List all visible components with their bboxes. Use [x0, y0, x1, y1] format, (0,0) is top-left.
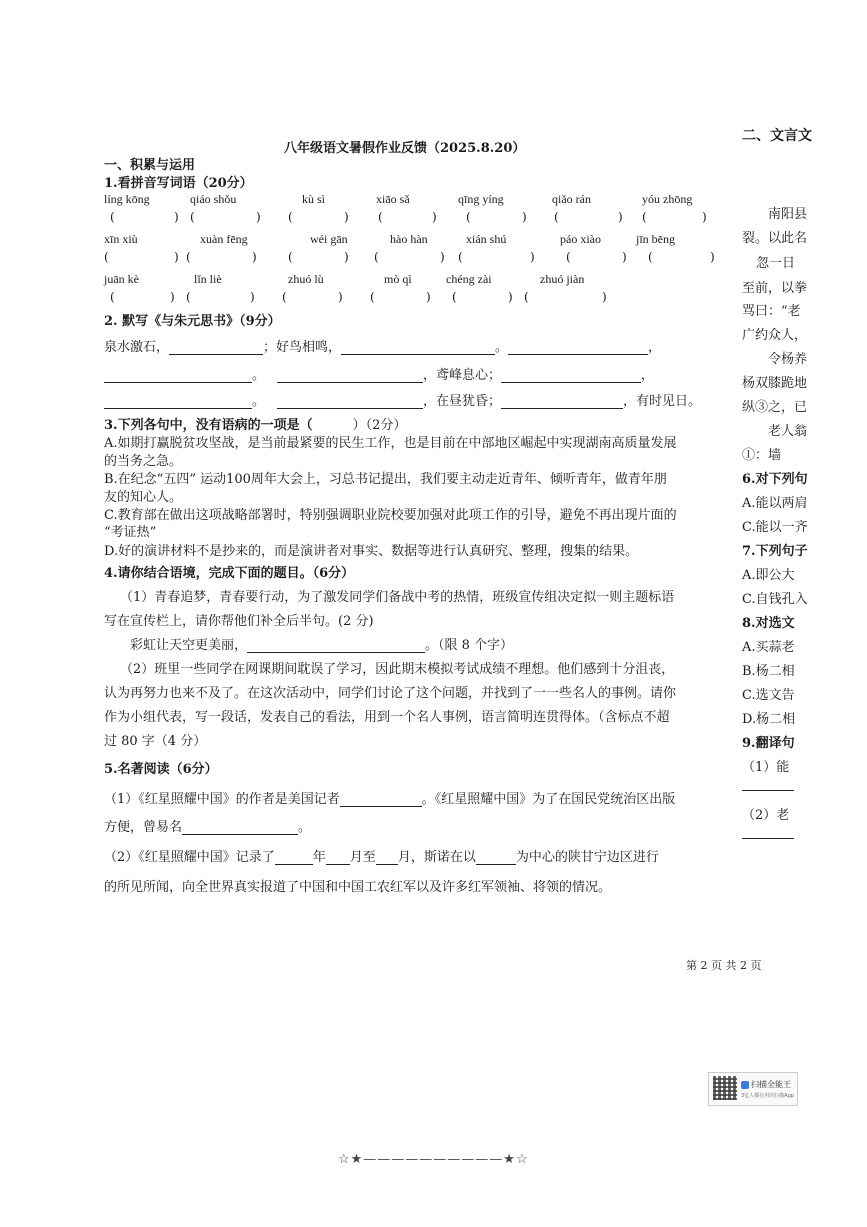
dictation-text: ， — [641, 368, 655, 383]
pinyin: mò qì — [384, 272, 412, 286]
right-column-line: ①：墙 — [742, 448, 782, 463]
pinyin: zhuó jiàn — [540, 272, 585, 286]
dictation-text: ；好鸟相鸣， — [263, 340, 342, 355]
answer-blank[interactable]: ( — [466, 210, 471, 224]
right-column-line: A.即公大 — [742, 568, 795, 583]
pinyin: qiáo shǒu — [190, 192, 237, 206]
pinyin: wéi gān — [310, 232, 348, 246]
answer-blank[interactable]: ) — [508, 290, 513, 304]
pinyin: qīng yíng — [458, 192, 504, 206]
pinyin: yóu zhōng — [642, 192, 693, 206]
answer-blank[interactable]: ( — [554, 210, 559, 224]
pinyin: páo xiào — [560, 232, 601, 246]
answer-blank[interactable]: ( — [648, 250, 653, 264]
right-column-line: （1）能 — [742, 760, 790, 775]
pinyin: qiǎo rán — [552, 192, 591, 206]
dictation-text: 。 — [252, 394, 266, 409]
answer-blank[interactable]: ) — [344, 250, 349, 264]
option-b-cont: 友的知心人。 — [104, 490, 183, 505]
answer-line[interactable] — [742, 790, 794, 791]
answer-blank[interactable]: ) — [602, 290, 607, 304]
answer-line[interactable] — [376, 852, 398, 865]
pinyin: xīn xiù — [104, 232, 138, 246]
section-heading: 一、积累与运用 — [104, 158, 196, 173]
scanner-badge — [708, 1072, 798, 1106]
dictation-text: ，有时见日。 — [623, 394, 702, 409]
answer-blank[interactable]: ) — [252, 250, 257, 264]
right-column-line: D.杨二相 — [742, 712, 796, 727]
question-1-heading: 1.看拼音写词语（20分） — [104, 176, 253, 191]
dictation-line-3 — [104, 390, 701, 409]
q4-paragraph: 作为小组代表，写一段话，发表自己的看法，用到一个名人事例，语言简明连贯得体。（含标点不超 — [104, 710, 670, 725]
scanner-sub: 3亿人都在用的扫描App — [741, 1093, 794, 1099]
dictation-text: ， — [648, 340, 662, 355]
answer-line[interactable] — [341, 342, 495, 355]
page-number: 第 2 页 共 2 页 — [686, 959, 762, 972]
answer-line[interactable] — [476, 852, 516, 865]
dictation-text: 。 — [252, 368, 266, 383]
pinyin: zhuó lù — [288, 272, 324, 286]
pinyin: xiāo sǎ — [376, 192, 410, 206]
answer-blank[interactable]: ( — [110, 210, 115, 224]
answer-blank[interactable]: ) — [256, 210, 261, 224]
pinyin: jīn bēng — [636, 232, 675, 246]
answer-blank[interactable]: ) — [618, 210, 623, 224]
dictation-text: 泉水激石， — [104, 340, 170, 355]
answer-line[interactable] — [340, 794, 422, 807]
answer-blank[interactable]: ( — [190, 210, 195, 224]
answer-line[interactable] — [508, 342, 648, 355]
answer-line[interactable] — [742, 838, 794, 839]
option-c-cont: “考证热” — [104, 525, 157, 540]
right-column-line: C.自钱孔入 — [742, 592, 808, 607]
q5-line: 方便，曾易名 。 — [104, 820, 312, 835]
scanner-logo-icon — [741, 1081, 749, 1089]
answer-line[interactable] — [275, 852, 313, 865]
answer-blank[interactable]: ) — [530, 250, 535, 264]
answer-blank[interactable]: ) — [344, 210, 349, 224]
answer-blank[interactable]: ) — [440, 250, 445, 264]
answer-blank[interactable]: ( — [378, 210, 383, 224]
dictation-line-1 — [104, 336, 661, 355]
answer-blank[interactable]: ) — [250, 290, 255, 304]
answer-blank[interactable]: ) — [174, 210, 179, 224]
dictation-text: ，鸢峰息心； — [423, 368, 502, 383]
answer-line[interactable] — [326, 852, 350, 865]
right-column-line: 令杨养 — [768, 352, 808, 367]
q4-paragraph: 过 80 字（4 分） — [104, 734, 207, 749]
answer-blank[interactable]: ( — [642, 210, 647, 224]
answer-blank[interactable]: ) — [710, 250, 715, 264]
question-3-heading: 3.下列各句中，没有语病的一项是（ ）（2分） — [104, 418, 407, 433]
answer-blank[interactable]: ( — [186, 290, 191, 304]
answer-blank[interactable]: ( — [374, 250, 379, 264]
answer-blank[interactable]: ( — [458, 250, 463, 264]
q4-paragraph: （1）青春追梦，青春要行动，为了激发同学们备战中考的热情，班级宣传组决定拟一则主题标语 — [120, 590, 675, 605]
pinyin: lǐn liè — [194, 272, 222, 286]
option-c: C.教育部在做出这项战略部署时，特别强调职业院校要加强对此项工作的引导，避免不再出现片面的 — [104, 508, 677, 523]
right-column-line: C.能以一齐 — [742, 520, 808, 535]
right-column-line: 广约众人， — [742, 328, 808, 343]
answer-blank[interactable]: ( — [524, 290, 529, 304]
question-4-heading: 4.请你结合语境，完成下面的题目。（6分） — [104, 566, 355, 581]
right-column-line: 6.对下列句 — [742, 472, 808, 487]
right-column-line: 南阳县 — [768, 207, 808, 222]
question-2-heading: 2. 默写《与朱元思书》（9分） — [104, 314, 281, 329]
right-column-line: 杨双膝跪地 — [742, 376, 808, 391]
pinyin: chéng zài — [446, 272, 492, 286]
q4-paragraph: 写在宣传栏上，请你帮他们补全后半句。(2 分) — [104, 614, 374, 629]
q4-slogan-line: 彩虹让天空更美丽， 。（限 8 个字） — [130, 638, 514, 653]
right-column-line: 9.翻译句 — [742, 736, 795, 751]
answer-blank[interactable]: ) — [522, 210, 527, 224]
answer-blank[interactable]: ) — [426, 290, 431, 304]
answer-blank[interactable]: ) — [432, 210, 437, 224]
pinyin: líng kōng — [104, 192, 150, 206]
option-d: D.好的演讲材料不是抄来的，而是演讲者对事实、数据等进行认真研究、整理，搜集的结果。 — [104, 544, 639, 559]
answer-line[interactable] — [501, 370, 641, 383]
right-column-line: 忽一日 — [756, 256, 796, 271]
answer-line[interactable] — [104, 396, 252, 409]
answer-blank[interactable]: ( — [104, 250, 109, 264]
right-column-line: 老人翁 — [768, 424, 808, 439]
answer-blank[interactable]: ( — [288, 250, 293, 264]
answer-line[interactable] — [247, 640, 425, 653]
answer-blank[interactable]: ( — [186, 250, 191, 264]
pinyin: juān kè — [104, 272, 139, 286]
option-b: B.在纪念“五四” 运动100周年大会上，习总书记提出，我们要主动走近青年、倾听青年，做青年朋 — [104, 472, 667, 487]
option-a: A.如期打赢脱贫攻坚战，是当前最紧要的民生工作，也是目前在中部地区崛起中实现湖南高质量发展 — [104, 436, 677, 451]
page-title: 八年级语文暑假作业反馈（2025.8.20） — [284, 141, 526, 156]
answer-line[interactable] — [277, 370, 423, 383]
qr-code-icon — [713, 1076, 737, 1100]
option-a-cont: 的当务之急。 — [104, 454, 183, 469]
right-column-line: （2）老 — [742, 808, 790, 823]
answer-blank[interactable]: ( — [110, 290, 115, 304]
answer-blank[interactable]: ( — [282, 290, 287, 304]
q4-paragraph: （2）班里一些同学在网课期间耽误了学习，因此期末模拟考试成绩不理想。他们感到十分沮丧， — [120, 662, 675, 677]
answer-blank[interactable]: ) — [702, 210, 707, 224]
answer-line[interactable] — [169, 342, 263, 355]
answer-line[interactable] — [277, 396, 423, 409]
question-5-heading: 5.名著阅读（6分） — [104, 762, 218, 777]
pinyin: kù sì — [302, 192, 326, 206]
answer-line[interactable] — [182, 822, 298, 835]
right-column-line: A.能以两肩 — [742, 496, 808, 511]
right-column-line: 至前，以拳 — [742, 281, 808, 296]
pinyin: hào hàn — [390, 232, 428, 246]
right-column-heading: 二、文言文 — [742, 128, 812, 144]
right-column-line: 骂曰：“老 — [742, 304, 801, 319]
right-column-line: 纵③之，已 — [742, 400, 808, 415]
dictation-text: 。 — [495, 340, 509, 355]
answer-blank[interactable]: ( — [452, 290, 457, 304]
answer-blank[interactable]: ) — [622, 250, 627, 264]
dictation-text: ，在昼犹昏； — [423, 394, 502, 409]
pinyin: xuàn fēng — [200, 232, 248, 246]
pinyin: xián shú — [466, 232, 507, 246]
dictation-line-2 — [104, 364, 654, 383]
right-column-line: 8.对选文 — [742, 616, 795, 631]
answer-line[interactable] — [104, 370, 252, 383]
footer-decoration: ☆★——————————★☆ — [338, 1152, 529, 1167]
scanner-label: 扫描全能王 — [751, 1080, 791, 1089]
right-column-line: 裂。以此名 — [742, 231, 808, 246]
answer-line[interactable] — [501, 396, 623, 409]
q5-line: （2）《红星照耀中国》记录了 年 月至 月，斯诺在以 为中心的陕甘宁边区进行 — [104, 850, 659, 865]
answer-blank[interactable]: ( — [370, 290, 375, 304]
q5-line: （1）《红星照耀中国》的作者是美国记者 。《红星照耀中国》为了在国民党统治区出版 — [104, 792, 676, 807]
answer-blank[interactable]: ( — [566, 250, 571, 264]
right-column-line: A.买蒜老 — [742, 640, 795, 655]
answer-blank[interactable]: ) — [174, 250, 179, 264]
q4-paragraph: 认为再努力也来不及了。在这次活动中，同学们讨论了这个问题，并找到了一一些名人的事例。请你 — [104, 686, 677, 701]
right-column-line: 7.下列句子 — [742, 544, 808, 559]
answer-blank[interactable]: ) — [170, 290, 175, 304]
answer-blank[interactable]: ( — [288, 210, 293, 224]
right-column-line: B.杨二相 — [742, 664, 795, 679]
right-column-line: C.选文告 — [742, 688, 795, 703]
answer-blank[interactable]: ) — [338, 290, 343, 304]
q5-line: 的所见所闻，向全世界真实报道了中国和中国工农红军以及许多红军领袖、将领的情况。 — [104, 880, 612, 895]
